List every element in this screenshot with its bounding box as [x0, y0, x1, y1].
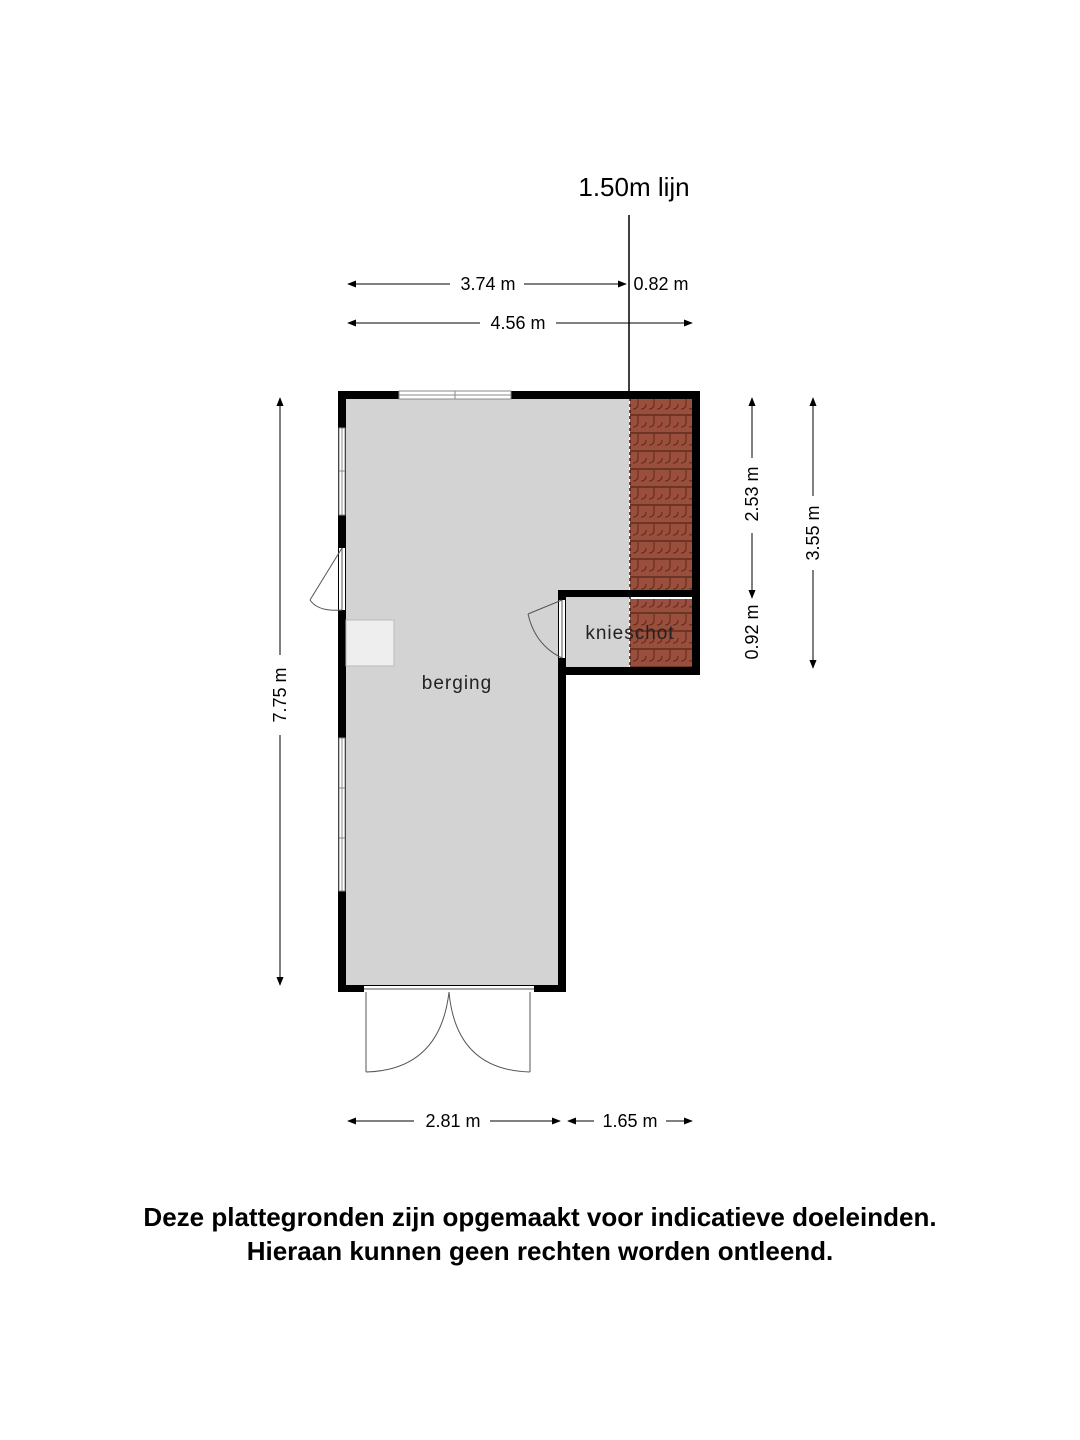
door-double-bottom	[364, 989, 534, 1072]
dimension-top-right-label: 0.82 m	[633, 274, 689, 294]
dimension-right-lower	[742, 590, 762, 660]
dimension-bottom-left	[348, 1111, 560, 1131]
dimension-bottom-left-label: 2.81 m	[425, 1111, 481, 1131]
disclaimer-line-1: Deze plattegronden zijn opgemaakt voor indicatieve doeleinden.	[143, 1202, 937, 1232]
disclaimer-line-2: Hieraan kunnen geen rechten worden ontleend.	[246, 1236, 834, 1266]
dimension-right-upper-label: 2.53 m	[742, 466, 762, 522]
dimension-top-total-label: 4.56 m	[490, 313, 546, 333]
dimension-right-total	[803, 398, 823, 668]
dimension-right-upper	[742, 398, 762, 590]
dimension-top-right	[633, 274, 692, 294]
height-line-label: 1.50m lijn	[578, 172, 690, 202]
dimension-top-left	[348, 274, 626, 294]
disclaimer	[0, 1200, 1080, 1268]
room-label-knee-wall: knieschot	[585, 623, 675, 644]
dimension-left-height-label: 7.75 m	[270, 667, 290, 723]
dimension-right-total-label: 3.55 m	[803, 505, 823, 561]
dimension-top-left-label: 3.74 m	[460, 274, 516, 294]
dimension-top-total	[348, 313, 692, 333]
door-left	[310, 548, 342, 610]
dimension-left-height	[270, 398, 290, 985]
storage-fixture	[346, 620, 394, 666]
room-label-storage: berging	[421, 673, 493, 694]
roof-tiles-upper	[630, 398, 692, 590]
dimension-bottom-right	[568, 1111, 692, 1131]
dimension-bottom-right-label: 1.65 m	[602, 1111, 658, 1131]
dimension-right-lower-label: 0.92 m	[742, 604, 762, 660]
